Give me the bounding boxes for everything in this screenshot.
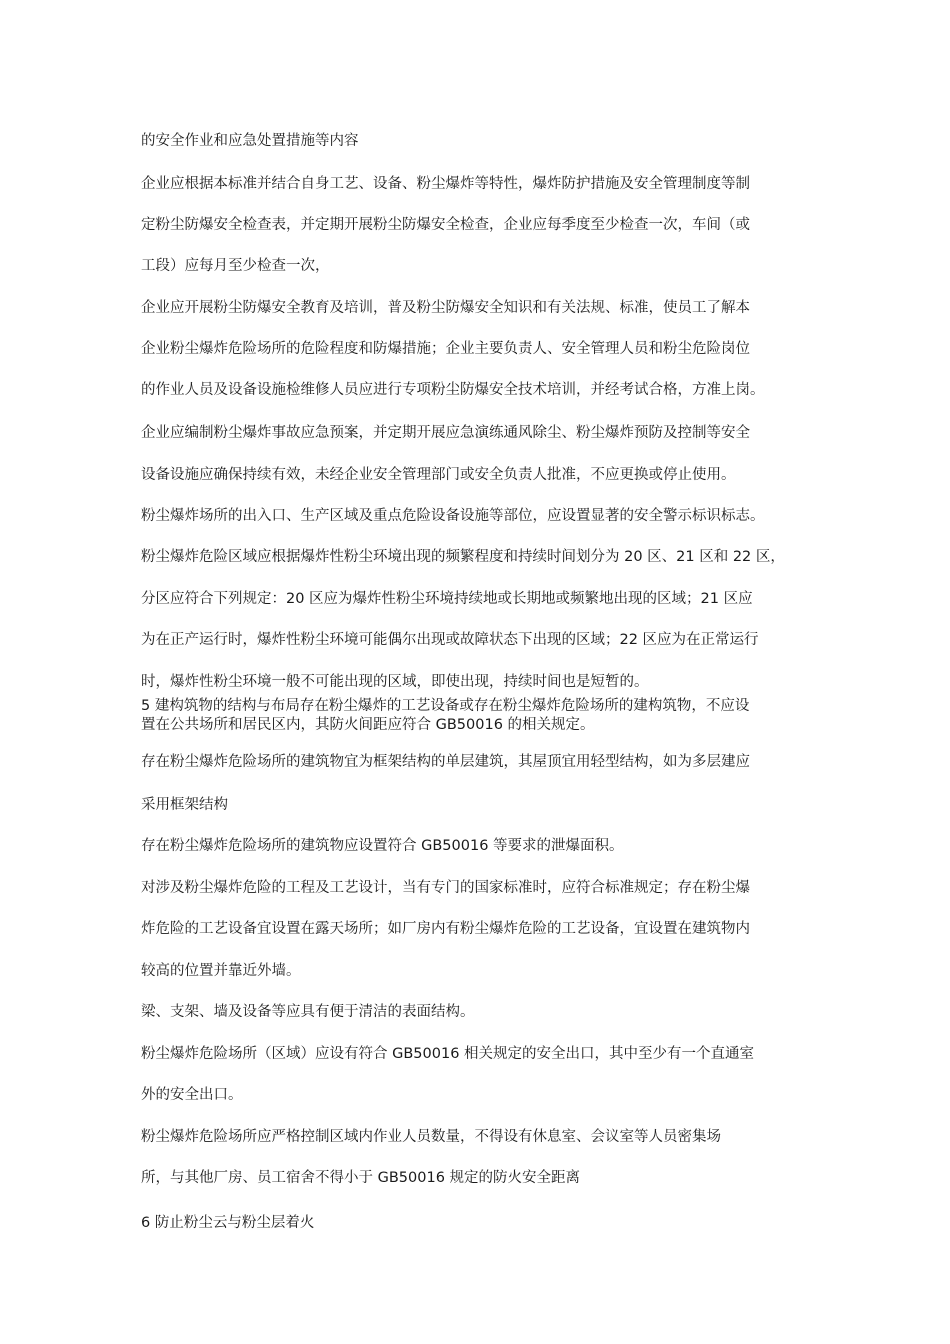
- text-line: 的安全作业和应急处置措施等内容: [141, 133, 359, 149]
- text-line: 外的安全出口。: [141, 1087, 243, 1103]
- text-line: 定粉尘防爆安全检查表，并定期开展粉尘防爆安全检查，企业应每季度至少检查一次，车间（或: [141, 217, 750, 233]
- text-line: 企业应编制粉尘爆炸事故应急预案，并定期开展应急演练通风除尘、粉尘爆炸预防及控制等安全: [141, 425, 750, 441]
- text-line: 置在公共场所和居民区内，其防火间距应符合 GB50016 的相关规定。: [141, 717, 595, 733]
- text-line: 粉尘爆炸危险场所应严格控制区域内作业人员数量，不得设有休息室、会议室等人员密集场: [141, 1129, 721, 1145]
- text-line: 存在粉尘爆炸危险场所的建筑物应设置符合 GB50016 等要求的泄爆面积。: [141, 838, 624, 854]
- text-line: 企业应开展粉尘防爆安全教育及培训，普及粉尘防爆安全知识和有关法规、标准，使员工了解本: [141, 300, 750, 316]
- text-line: 较高的位置并靠近外墙。: [141, 963, 301, 979]
- text-line: 的作业人员及设备设施检维修人员应进行专项粉尘防爆安全技术培训，并经考试合格，方准上岗。: [141, 382, 765, 398]
- section-heading: 5 建构筑物的结构与布局存在粉尘爆炸的工艺设备或存在粉尘爆炸危险场所的建构筑物，不应设: [141, 698, 750, 714]
- text-line: 为在正产运行时，爆炸性粉尘环境可能偶尔出现或故障状态下出现的区域；22 区应为在正常运行: [141, 632, 759, 648]
- section-heading: 6 防止粉尘云与粉尘层着火: [141, 1215, 315, 1231]
- text-line: 时，爆炸性粉尘环境一般不可能出现的区域，即使出现，持续时间也是短暂的。: [141, 674, 649, 690]
- text-line: 粉尘爆炸危险区域应根据爆炸性粉尘环境出现的频繁程度和持续时间划分为 20 区、21 区和 22 区，: [141, 549, 785, 565]
- text-line: 对涉及粉尘爆炸危险的工程及工艺设计，当有专门的国家标准时，应符合标准规定；存在粉尘爆: [141, 880, 750, 896]
- text-line: 采用框架结构: [141, 797, 228, 813]
- text-line: 企业粉尘爆炸危险场所的危险程度和防爆措施；企业主要负责人、安全管理人员和粉尘危险岗位: [141, 341, 750, 357]
- text-line: 粉尘爆炸危险场所（区域）应设有符合 GB50016 相关规定的安全出口，其中至少有一个直通室: [141, 1046, 755, 1062]
- text-line: 工段）应每月至少检查一次，: [141, 258, 330, 274]
- text-line: 梁、支架、墙及设备等应具有便于清洁的表面结构。: [141, 1004, 475, 1020]
- text-line: 设备设施应确保持续有效，未经企业安全管理部门或安全负责人批准，不应更换或停止使用。: [141, 467, 736, 483]
- text-line: 企业应根据本标准并结合自身工艺、设备、粉尘爆炸等特性，爆炸防护措施及安全管理制度等制: [141, 176, 750, 192]
- text-line: 分区应符合下列规定：20 区应为爆炸性粉尘环境持续地或长期地或频繁地出现的区域；21 区应: [141, 591, 753, 607]
- text-line: 粉尘爆炸场所的出入口、生产区域及重点危险设备设施等部位，应设置显著的安全警示标识标志。: [141, 508, 765, 524]
- text-line: 炸危险的工艺设备宜设置在露天场所；如厂房内有粉尘爆炸危险的工艺设备，宜设置在建筑物内: [141, 921, 750, 937]
- text-line: 所，与其他厂房、员工宿舍不得小于 GB50016 规定的防火安全距离: [141, 1170, 581, 1186]
- text-line: 存在粉尘爆炸危险场所的建筑物宜为框架结构的单层建筑，其屋顶宜用轻型结构，如为多层建应: [141, 754, 750, 770]
